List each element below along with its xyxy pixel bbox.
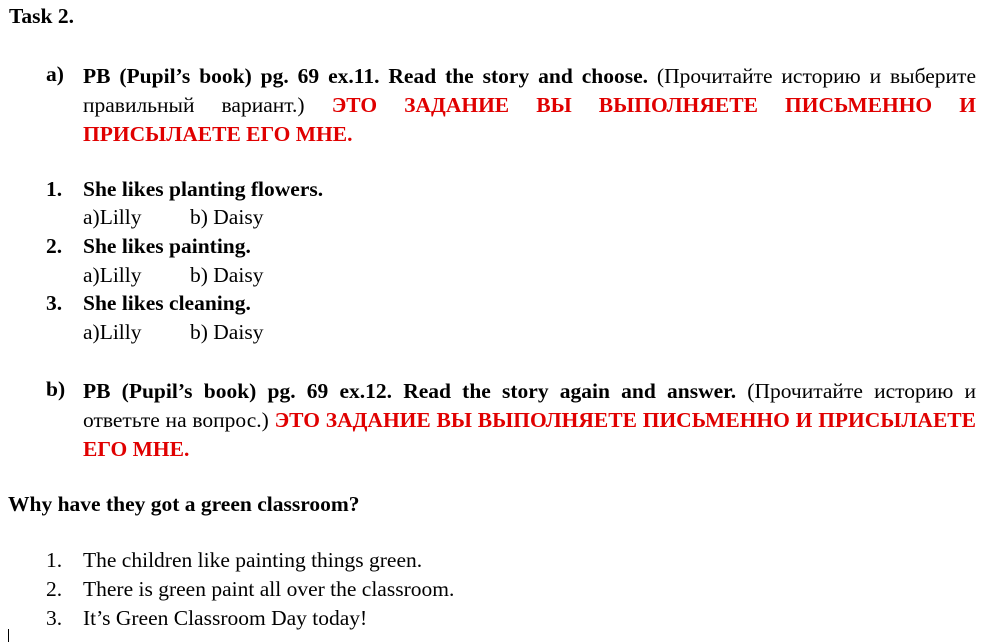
answer-number: 1. bbox=[46, 548, 63, 572]
section-b-normal: (Прочитайте историю и ответьте на вопрос.) bbox=[83, 379, 976, 432]
question-text: She likes planting flowers. bbox=[83, 177, 324, 201]
section-b-bold: PB (Pupil’s book) pg. 69 ex.12. Read the story again and answer. bbox=[83, 379, 737, 403]
text-cursor bbox=[8, 629, 9, 642]
section-b-red-instruction: ЭТО ЗАДАНИЕ ВЫ ВЫПОЛНЯЕТЕ ПИСЬМЕННО И ПРИСЫЛАЕТЕ ЕГО МНЕ. bbox=[83, 408, 976, 461]
option-b: b) Daisy bbox=[190, 320, 264, 344]
section-a-red-instruction: ЭТО ЗАДАНИЕ ВЫ ВЫПОЛНЯЕТЕ ПИСЬМЕННО И ПРИСЫЛАЕТЕ ЕГО МНЕ. bbox=[83, 93, 976, 146]
question-options bbox=[83, 320, 264, 345]
question-number: 1. bbox=[46, 177, 63, 201]
answer-item bbox=[46, 606, 368, 631]
question-heading: Why have they got a green classroom? bbox=[8, 492, 360, 516]
section-b-text bbox=[83, 377, 976, 464]
answer-text: There is green paint all over the classroom. bbox=[83, 577, 455, 601]
option-b: b) Daisy bbox=[190, 205, 264, 229]
section-a-text bbox=[83, 62, 976, 149]
question-number: 3. bbox=[46, 291, 63, 315]
answer-item bbox=[46, 577, 455, 602]
answer-text: It’s Green Classroom Day today! bbox=[83, 606, 368, 630]
question-number: 2. bbox=[46, 234, 63, 258]
option-a: a)Lilly bbox=[83, 263, 142, 287]
answer-number: 3. bbox=[46, 606, 63, 630]
section-a-normal: (Прочитайте историю и выберите правильный вариант.) bbox=[83, 64, 976, 117]
answer-item bbox=[46, 548, 423, 573]
question-options bbox=[83, 263, 264, 288]
question-text: She likes cleaning. bbox=[83, 291, 251, 315]
section-a-marker: a) bbox=[46, 62, 64, 86]
question-text: She likes painting. bbox=[83, 234, 251, 258]
option-a: a)Lilly bbox=[83, 205, 142, 229]
question-options bbox=[83, 205, 264, 230]
answer-text: The children like painting things green. bbox=[83, 548, 423, 572]
option-a: a)Lilly bbox=[83, 320, 142, 344]
section-b-marker: b) bbox=[46, 377, 66, 401]
answer-number: 2. bbox=[46, 577, 63, 601]
option-b: b) Daisy bbox=[190, 263, 264, 287]
task-title: Task 2. bbox=[9, 4, 74, 28]
section-a-bold: PB (Pupil’s book) pg. 69 ex.11. Read the story and choose. bbox=[83, 64, 648, 88]
